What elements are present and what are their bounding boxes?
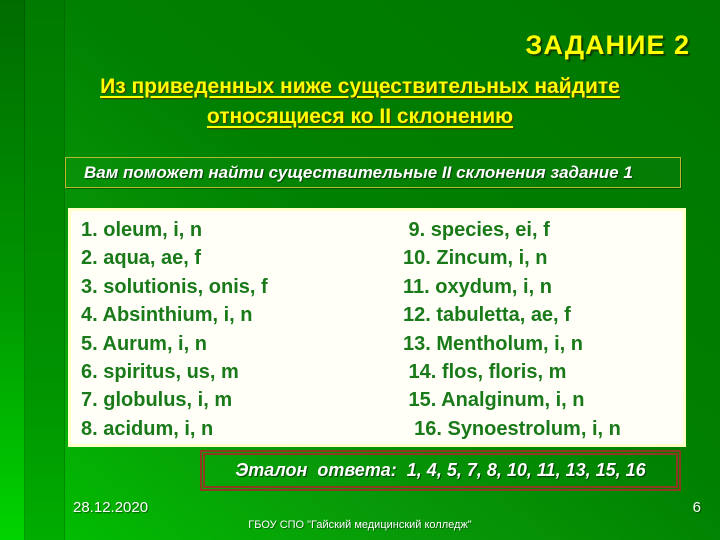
list-item: 6. spiritus, us, m [81, 361, 239, 384]
list-item: 11. oxydum, i, n [403, 275, 552, 298]
list-item: 1. oleum, i, n [81, 219, 203, 241]
list-item: 12. tabuletta, ae, f [403, 304, 571, 327]
list-item: 3. solutionis, onis, f [81, 275, 268, 298]
list-item: 10. Zincum, i, n [403, 247, 548, 270]
slide-subtitle [0, 72, 720, 132]
vocabulary-column-right [403, 216, 683, 444]
list-item: 9. species, ei, f [403, 219, 550, 241]
list-item: 15. Analginum, i, n [403, 389, 585, 412]
hint-text: Вам поможет найти существительные II склонения задание 1 [84, 162, 633, 182]
slide-title: ЗАДАНИЕ 2 [525, 30, 690, 60]
footer-date: 28.12.2020 [73, 499, 149, 516]
list-item: 7. globulus, i, m [81, 389, 233, 412]
list-item: 14. flos, floris, m [403, 361, 567, 384]
subtitle-line-1: Из приведенных ниже существительных найдите [100, 75, 620, 98]
answer-key-text: Эталон ответа: 1, 4, 5, 7, 8, 10, 11, 13, 15, 16 [235, 460, 646, 480]
page-number: 6 [692, 499, 701, 516]
footer-organization: ГБОУ СПО "Гайский медицинский колледж" [248, 519, 472, 531]
vocabulary-column-left [81, 216, 403, 444]
vocabulary-list-box [68, 208, 686, 447]
list-item: 8. acidum, i, n [81, 417, 214, 440]
list-item: 4. Absinthium, i, n [81, 304, 253, 327]
list-item: 5. Aurum, i, n [81, 332, 207, 355]
hint-box [65, 157, 681, 188]
list-item: 16. Synoestrolum, i, n [403, 417, 621, 440]
list-item: 13. Mentholum, i, n [403, 332, 584, 355]
list-item: 2. aqua, ae, f [81, 247, 202, 270]
subtitle-line-2: относящиеся ко II склонению [206, 105, 514, 128]
answer-key-box [200, 450, 681, 491]
